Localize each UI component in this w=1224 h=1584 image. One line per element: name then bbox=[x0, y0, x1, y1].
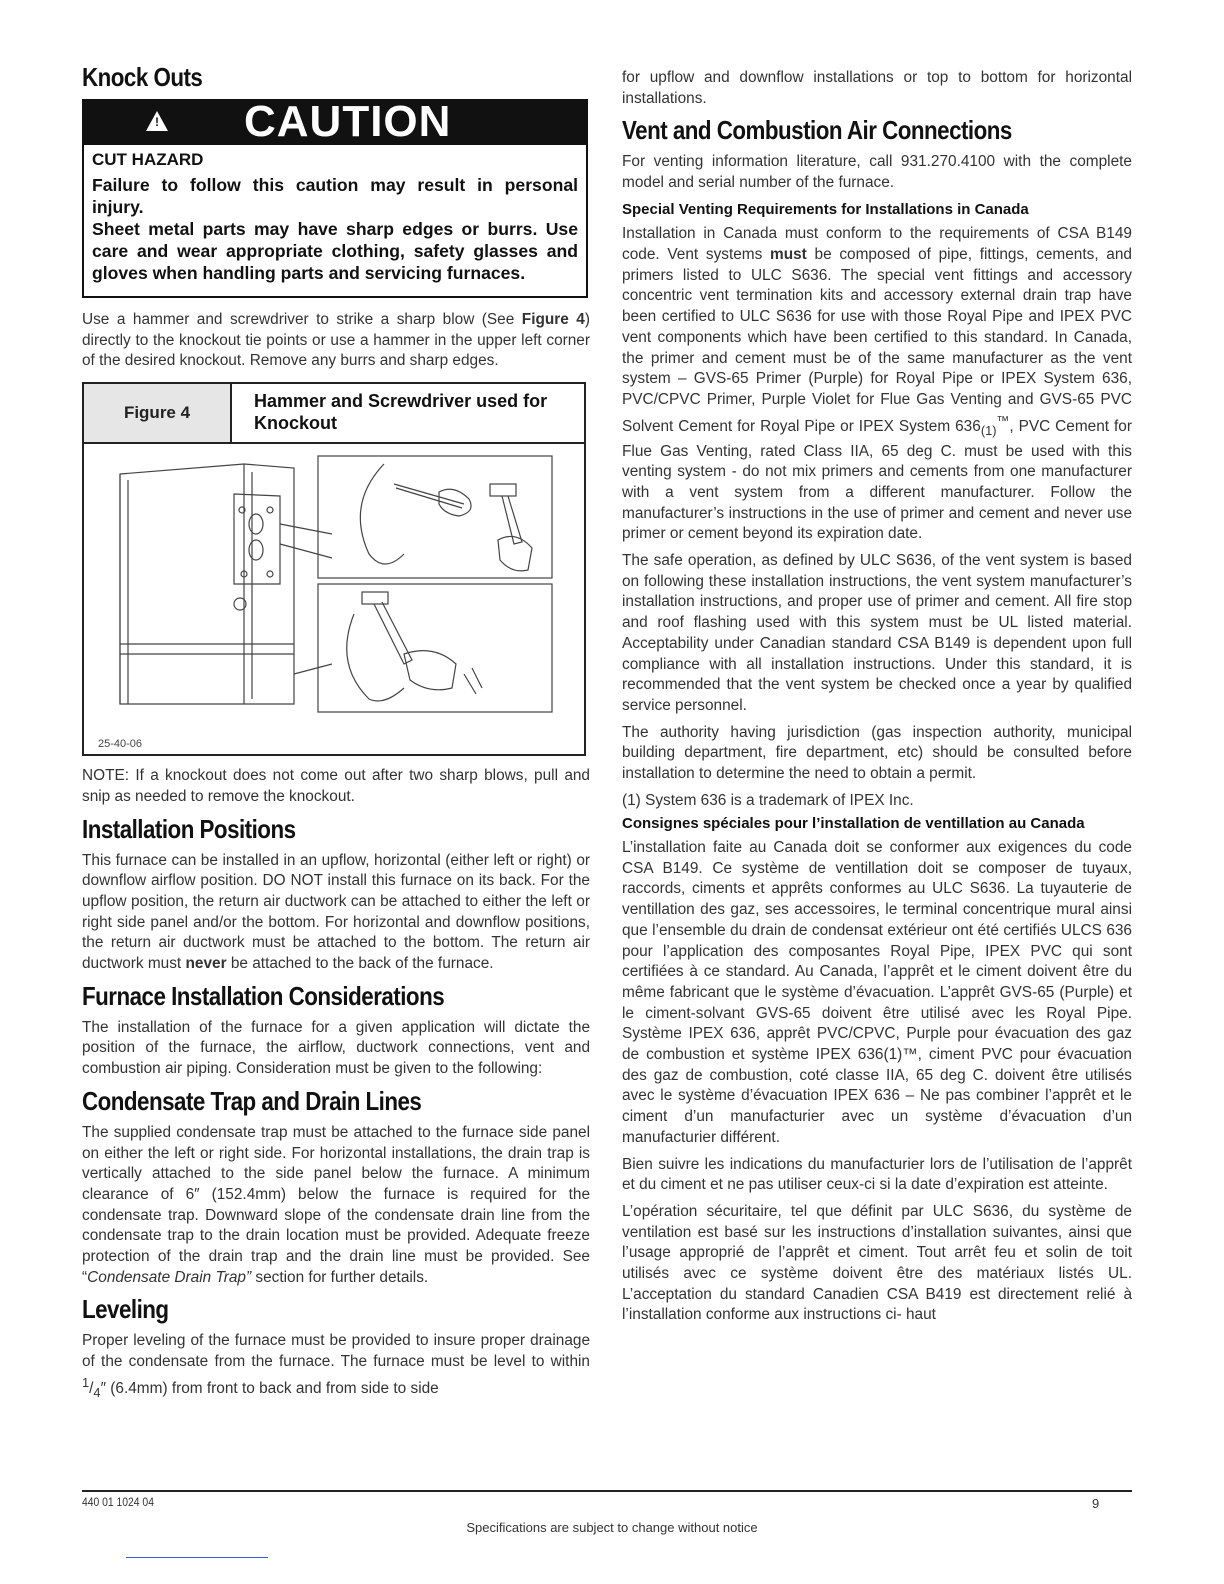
right-column bbox=[622, 68, 1132, 1332]
knockout-note: NOTE: If a knockout does not come out after two sharp blows, pull and snip as needed to remove the knockout. bbox=[82, 767, 590, 805]
emphasis: never bbox=[185, 955, 227, 973]
furnace-considerations-text: The installation of the furnace for a given application will dictate the position of the furnace, the airflow, ductwork connections, vent and combustion air piping. Consideration must be given to the following: bbox=[82, 1018, 590, 1078]
vent-text: For venting information literature, call 931.270.4100 with the complete model and serial number of the furnace. bbox=[622, 153, 1132, 192]
french-paragraph: L’installation faite au Canada doit se conformer aux exigences du code CSA B149. Ce système de ventillation doit se composer de tuyaux, raccords, ciments et apprêts conformes au ULC S636. La tuyauterie de ventillation des gaz, ses accessoires, le terminal concentrique mural ainsi que l’ensemble du drain de condensat extérieur ont été certifiés ULCS 636 pour l’application des composantes Royal Pipe, IPEX PVC qui sont certifiées à ce standard. Au Canada, l’apprêt et le ciment doivent être du même fabricant que le système d’évacuation. L’apprêt GVS-65 (Purple) et le ciment-solvant GVS-65 doivent être utilisé avec les Royal Pipe. Système IPEX 636, apprêt PVC/CPVC, Purple pour évacuation des gaz de combustion et système IPEX 636(1)™, ciment PVC pour évacuation des gaz de combustion, coté classe IIA, 65 deg C. doivent être utilisés avec le système d’évacuation IPEX 636 – Ne pas combiner l’apprêt et le ciment d’un manufacturier avec un système d’évacuation d’un manufacturier différent. bbox=[622, 839, 1132, 1146]
text-run: be composed of pipe, fittings, cements, and primers listed to ULC S636. The special vent fittings and accessory concentric vent termination kits and accessory external drain trap have been certified to ULC S636 for use with those Royal Pipe and IPEX PVC vent components which have been certified to this standard. In Canada, the primer and cement must be of the same manufacturer as the vent system – GVS-65 Primer (Purple) for Royal Pipe or IPEX System 636, PVC/CPVC Primer, Purple Violet for Flue Gas Venting and GVS-65 PVC Solvent Cement for Royal Pipe or IPEX System 636 bbox=[622, 246, 1132, 435]
text-run: ) directly to the knockout tie points or use a hammer in the upper left corner of the desired knockout. Remove any burrs and sharp edges. bbox=[82, 311, 591, 370]
text-run: be attached to the back of the furnace. bbox=[226, 955, 494, 973]
hammer-screwdriver-illustration bbox=[84, 444, 584, 754]
leveling-heading: Leveling bbox=[82, 1294, 169, 1325]
fraction-numerator: 1 bbox=[82, 1374, 90, 1390]
leveling-continuation: for upflow and downflow installations or top to bottom for horizontal installations. bbox=[622, 69, 1132, 107]
caution-banner bbox=[84, 97, 586, 146]
footer-notice: Specifications are subject to change without notice bbox=[466, 1520, 758, 1535]
figure-caption: Hammer and Screwdriver used for Knockout bbox=[254, 391, 548, 434]
caution-body bbox=[84, 145, 586, 296]
text-run: Proper leveling of the furnace must be provided to insure proper drainage of the condensate from the furnace. The furnace must be level to within bbox=[82, 1332, 590, 1371]
figure-code: 25-40-06 bbox=[98, 738, 143, 751]
installation-positions-text bbox=[82, 851, 590, 975]
cross-reference: Condensate Drain Trap” bbox=[87, 1268, 252, 1286]
emphasis: must bbox=[770, 246, 807, 264]
authority-text: The authority having jurisdiction (gas inspection authority, municipal building department, fire department, etc) should be consulted before installation to determine the need to obtain a permit. bbox=[622, 723, 1132, 783]
figure-4 bbox=[82, 382, 586, 756]
text-run: Installation in Canada must conform to the requirements of CSA B149 code. Vent systems bbox=[622, 225, 1132, 264]
text-run: ″ (6.4mm) from front to back and from side to side bbox=[100, 1380, 439, 1397]
text-run: The supplied condensate trap must be attached to the furnace side panel on either the left or right side. For horizontal installations, the drain trap is vertically attached to the side panel below the furnace. A minimum clearance of 6″ (152.4mm) below the furnace is required for the condensate trap. Downward slope of the condensate drain line from the condensate trap to the drain location must be provided. Adequate freeze protection of the drain trap and the drain line must be provided. See “ bbox=[82, 1123, 590, 1286]
vent-heading: Vent and Combustion Air Connections bbox=[622, 115, 1012, 146]
condensate-heading: Condensate Trap and Drain Lines bbox=[82, 1085, 422, 1116]
caution-line: Failure to follow this caution may result in personal injury. bbox=[92, 175, 578, 217]
text-run: section for further details. bbox=[251, 1268, 429, 1286]
safe-operation-text: The safe operation, as defined by ULC S636, of the vent system is based on following these installation instructions, the vent system manufacturer’s installation instructions, and proper use of primer and cement. All fire stop and roof flashing used with this system must be UL listed material. Acceptability under Canadian standard CSA B149 is dependent upon full compliance with all installation instructions. Under this standard, it is recommended that the vent system be checked once a year by qualified service personnel. bbox=[622, 552, 1132, 714]
figure-label: Figure 4 bbox=[84, 384, 232, 444]
condensate-text bbox=[82, 1123, 590, 1289]
text-run: This furnace can be installed in an upflow, horizontal (either left or right) or downflow airflow position. DO NOT install this furnace on its back. For the upflow position, the return air ductwork can be attached to either the left or right side panel and/or the bottom. For horizontal and downflow positions, the return air ductwork must be attached to the bottom. The return air ductwork must bbox=[82, 851, 590, 973]
page-number: 9 bbox=[1092, 1496, 1100, 1511]
caution-line: Sheet metal parts may have sharp edges or burrs. Use care and wear appropriate clothing, safety glasses and gloves when handling parts and servicing furnaces. bbox=[92, 219, 578, 283]
trademark-mark: ™ bbox=[996, 412, 1010, 428]
document-code: 440 01 1024 04 bbox=[82, 1497, 154, 1509]
furnace-considerations-heading: Furnace Installation Considerations bbox=[82, 980, 445, 1011]
figure-reference: Figure 4 bbox=[521, 311, 585, 328]
warning-triangle-icon: ! bbox=[146, 111, 168, 131]
fraction-denominator: 4 bbox=[93, 1385, 101, 1401]
caution-title: CUT HAZARD bbox=[92, 150, 204, 169]
footer-rule bbox=[82, 1490, 1132, 1492]
knockouts-heading: Knock Outs bbox=[82, 62, 203, 92]
text-run: , PVC Cement for Flue Gas Venting, rated Class IIA, 65 deg C. must be used with this venting system - do not mix primers and cements from one manufacturer with a vent system from a different manufacturer. Follow the manufacturer’s instructions in the use of primer and cement and never use primer or cement beyond its expiration date. bbox=[622, 417, 1132, 543]
knockout-instructions bbox=[82, 310, 590, 372]
french-subhead: Consignes spéciales pour l’installation de ventillation au Canada bbox=[622, 814, 1085, 832]
caution-word: CAUTION bbox=[244, 97, 452, 146]
leveling-text: Proper leveling of the furnace must be provided to insure proper drainage of the condensate from the furnace. The furnace must be level to within $^1/_4''$ (6.4mm) from front to back and from side to side bbox=[82, 1332, 590, 1401]
footnote-marker: (1) bbox=[980, 422, 997, 438]
decorative-rule bbox=[126, 1557, 268, 1558]
canada-requirements bbox=[622, 224, 1132, 545]
french-paragraph: L’opération sécuritaire, tel que définit par ULC S636, du système de ventilation est basé sur les instructions d’installation suivantes, ainsi que l’usage approprié de l’apprêt et ciment. Tout arrêt feu et solin de toit utilisés avec ce système doivent être des matériaux listés UL. L’acceptation du standard Canadien CSA B419 est directement relié à l’installation conforme aux instructions ci- haut bbox=[622, 1202, 1132, 1324]
text-run: Use a hammer and screwdriver to strike a sharp blow (See bbox=[82, 311, 522, 328]
french-paragraph: Bien suivre les indications du manufacturier lors de l’utilisation de l’apprêt et du ciment et ne pas utiliser ceux-ci si la date d’expiration est atteinte. bbox=[622, 1155, 1132, 1194]
installation-positions-heading: Installation Positions bbox=[82, 813, 296, 844]
caution-box bbox=[82, 99, 588, 298]
footnote: (1) System 636 is a trademark of IPEX Inc. bbox=[622, 791, 914, 809]
left-column bbox=[82, 62, 590, 1410]
canada-subhead: Special Venting Requirements for Installations in Canada bbox=[622, 200, 1029, 218]
